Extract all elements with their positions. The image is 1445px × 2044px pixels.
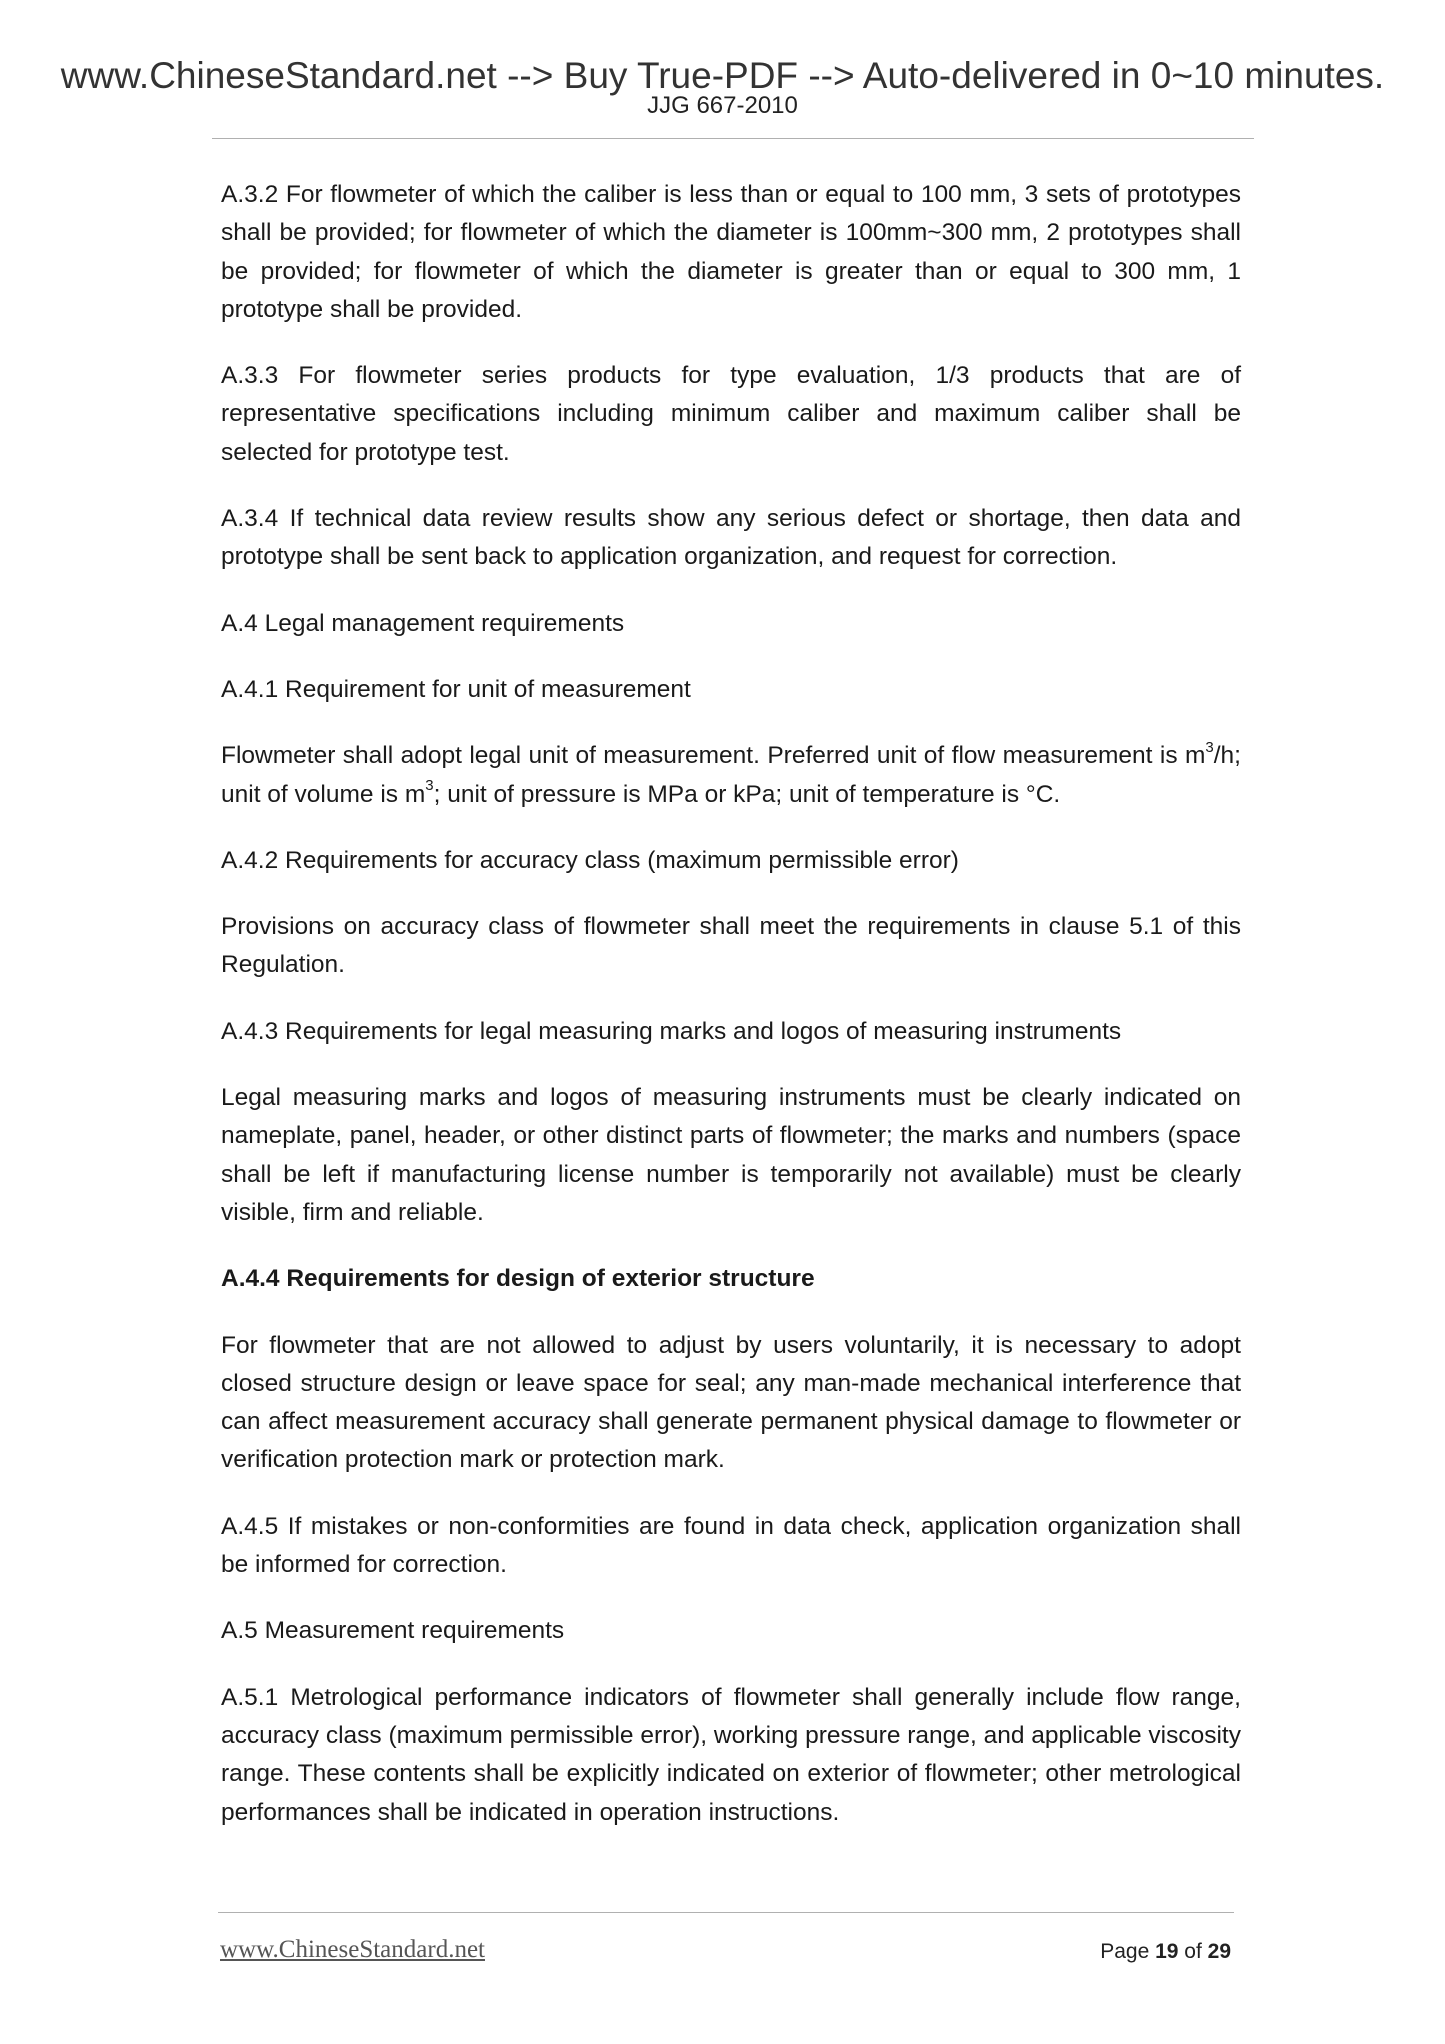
page-label: Page: [1100, 1940, 1156, 1963]
current-page-number: 19: [1155, 1940, 1179, 1963]
page-number: [1100, 1939, 1231, 1965]
heading-a-4-3: A.4.3 Requirements for legal measuring marks and logos of measuring instruments: [221, 1017, 1122, 1045]
paragraph-a-3-3: A.3.3 For flowmeter series products for type evaluation, 1/3 products that are of representative specifications including minimum caliber and maximum caliber shall be selected for prototype test.: [221, 362, 1241, 466]
footer-site-link[interactable]: www.ChineseStandard.net: [220, 1936, 485, 1963]
paragraph-a-4-4: For flowmeter that are not allowed to adjust by users voluntarily, it is necessary to adopt closed structure design or leave space for seal; any man-made mechanical interference that can affect measurement accuracy shall generate permanent physical damage to flowmeter or verification protection mark or protection mark.: [221, 1331, 1241, 1474]
units-text-part-2: /h; unit of volume is m: [221, 742, 1241, 808]
superscript-3: 3: [1205, 739, 1214, 757]
units-text-part-1: Flowmeter shall adopt legal unit of measurement. Preferred unit of flow measurement is m: [221, 742, 1206, 770]
header-divider: [212, 138, 1254, 139]
page-body: [221, 176, 1241, 1860]
footer-divider: [218, 1912, 1234, 1913]
heading-a-4-1: A.4.1 Requirement for unit of measurement: [221, 675, 691, 703]
paragraph-a-3-2: A.3.2 For flowmeter of which the caliber is less than or equal to 100 mm, 3 sets of prototypes shall be provided; for flowmeter of which the diameter is 100mm~300 mm, 2 prototypes shall be provided; for flowmeter of which the diameter is greater than or equal to 300 mm, 1 prototype shall be provided.: [221, 181, 1241, 323]
units-text-part-3: ; unit of pressure is MPa or kPa; unit of temperature is °C.: [433, 780, 1061, 808]
page-of-label: of: [1178, 1940, 1208, 1963]
paragraph-a-4-1: [221, 737, 1241, 814]
paragraph-a-3-4: A.3.4 If technical data review results show any serious defect or shortage, then data and prototype shall be sent back to application organization, and request for correction.: [221, 505, 1241, 571]
paragraph-a-4-5: A.4.5 If mistakes or non-conformities are found in data check, application organization shall be informed for correction.: [221, 1512, 1241, 1579]
heading-a-5: A.5 Measurement requirements: [221, 1617, 565, 1645]
superscript-3: 3: [425, 777, 434, 795]
heading-a-4: A.4 Legal management requirements: [221, 609, 625, 637]
paragraph-a-5-1: A.5.1 Metrological performance indicators of flowmeter shall generally include flow range, accuracy class (maximum permissible error), working pressure range, and applicable viscosity range. These contents shall be explicitly indicated on exterior of flowmeter; other metrological performances shall be indicated in operation instructions.: [221, 1683, 1241, 1826]
paragraph-a-4-3: Legal measuring marks and logos of measuring instruments must be clearly indicated on nameplate, panel, header, or other distinct parts of flowmeter; the marks and numbers (space shall be left if manufacturing license number is temporarily not available) must be clearly visible, firm and reliable.: [221, 1084, 1241, 1226]
document-code: JJG 667-2010: [647, 92, 798, 119]
heading-a-4-2: A.4.2 Requirements for accuracy class (maximum permissible error): [221, 846, 959, 874]
total-page-count: 29: [1207, 1940, 1231, 1963]
site-banner: www.ChineseStandard.net --> Buy True-PDF --> Auto-delivered in 0~10 minutes.: [60, 55, 1385, 96]
heading-a-4-4: A.4.4 Requirements for design of exterior structure: [221, 1265, 815, 1293]
paragraph-a-4-2: Provisions on accuracy class of flowmeter shall meet the requirements in clause 5.1 of this Regulation.: [221, 913, 1241, 979]
